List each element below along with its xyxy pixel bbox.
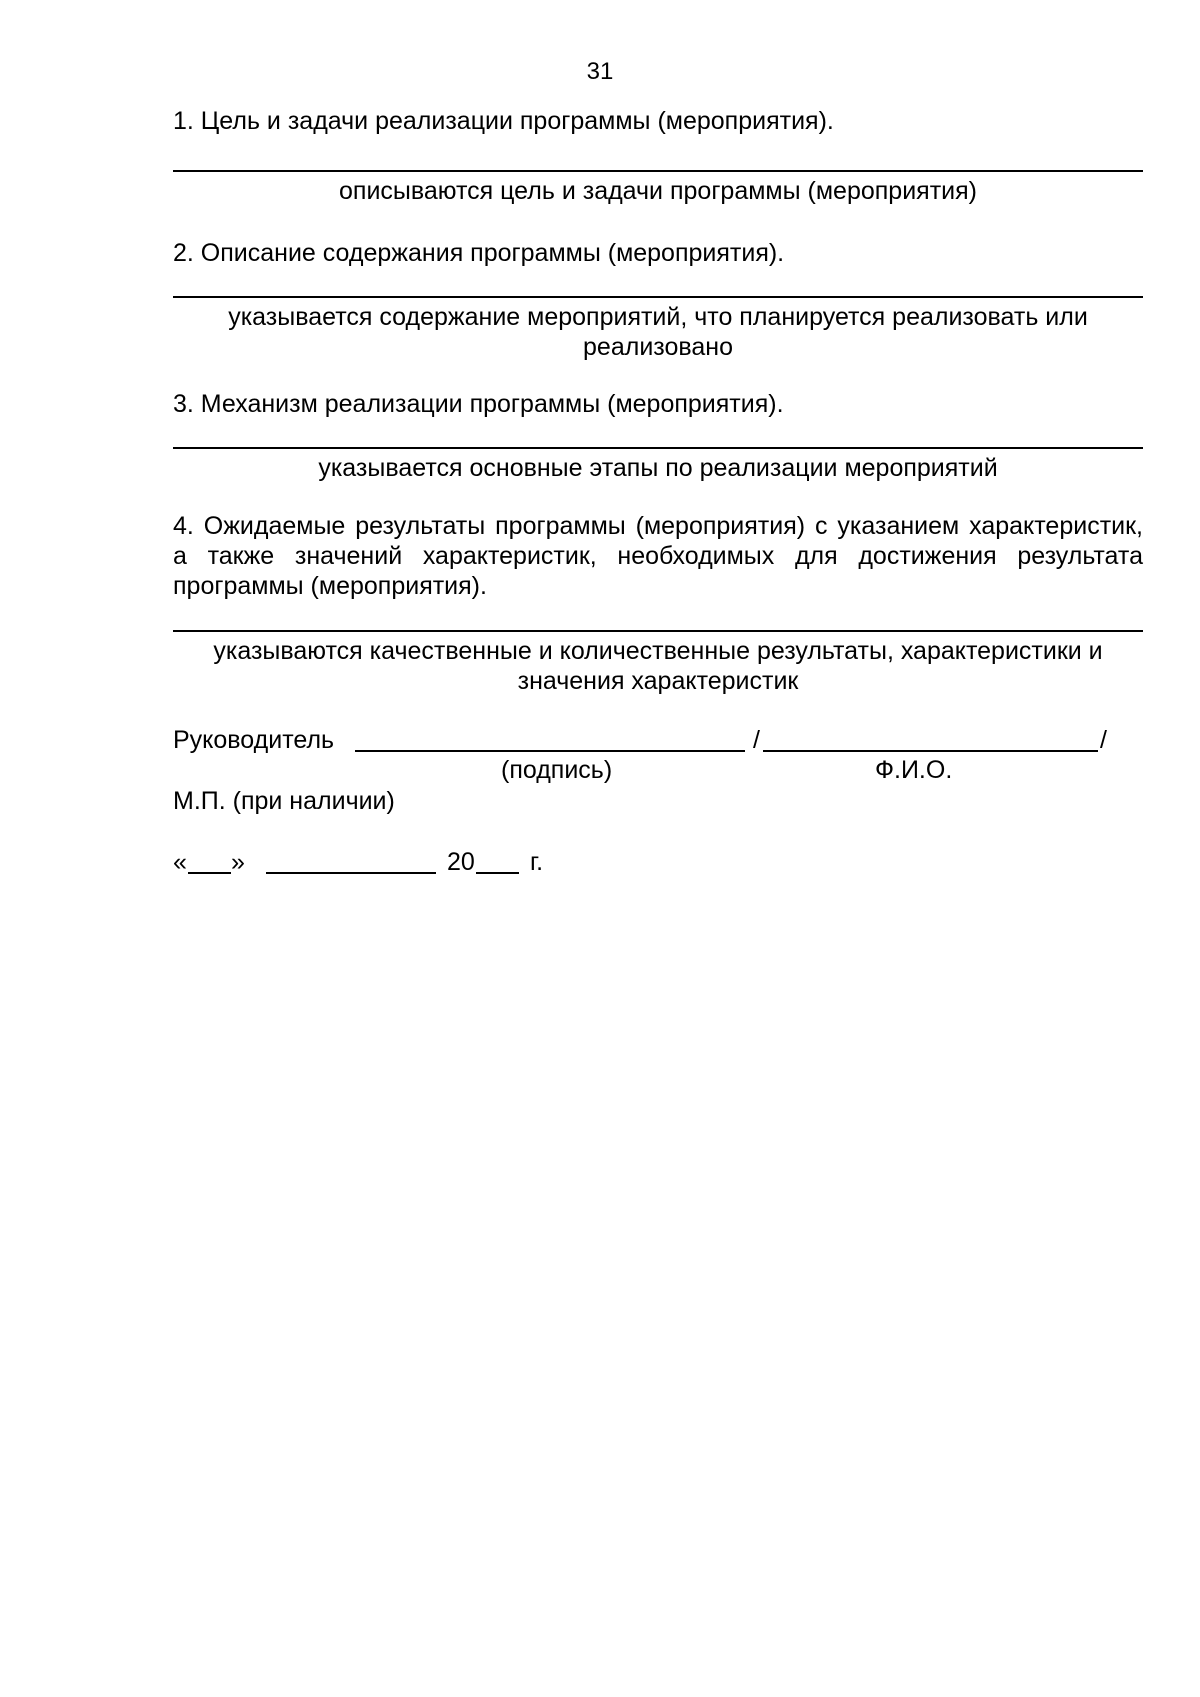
section-3 xyxy=(173,389,1143,419)
slash-left: / xyxy=(753,726,760,754)
section-3-heading: 3. Механизм реализации программы (мероприятия). xyxy=(173,390,784,418)
section-1 xyxy=(173,106,1143,136)
section-2-heading: 2. Описание содержания программы (мероприятия). xyxy=(173,239,785,267)
signature-captions xyxy=(173,755,1143,785)
date-open-quote: « xyxy=(173,848,187,876)
year-suffix: г. xyxy=(530,848,544,876)
date-row xyxy=(173,847,1143,877)
section-1-hint: описываются цель и задачи программы (мероприятия) xyxy=(339,177,977,205)
section-4-hint xyxy=(173,636,1143,696)
slash-right: / xyxy=(1100,726,1107,754)
signature-blank[interactable] xyxy=(355,750,745,752)
section-3-fill-line xyxy=(173,447,1143,449)
name-blank[interactable] xyxy=(763,750,1098,752)
date-close-quote: » xyxy=(231,848,245,876)
section-2 xyxy=(173,238,1143,268)
section-3-hint: указывается основные этапы по реализации мероприятий xyxy=(318,454,998,482)
signature-caption: (подпись) xyxy=(501,756,613,784)
day-blank[interactable] xyxy=(188,872,231,874)
year-prefix: 20 xyxy=(447,848,475,876)
section-2-hint-line-1: указывается содержание мероприятий, что планируется реализовать или xyxy=(228,303,1088,331)
stamp-label: М.П. (при наличии) xyxy=(173,787,395,815)
role-label: Руководитель xyxy=(173,726,335,754)
section-4 xyxy=(173,511,1143,601)
section-2-fill-line xyxy=(173,296,1143,298)
name-caption: Ф.И.О. xyxy=(875,756,953,784)
section-4-fill-line xyxy=(173,630,1143,632)
month-blank[interactable] xyxy=(266,872,436,874)
section-2-hint xyxy=(173,302,1143,362)
section-2-hint-line-2: реализовано xyxy=(583,333,733,361)
year-blank[interactable] xyxy=(476,872,519,874)
section-1-fill-line xyxy=(173,170,1143,172)
section-4-heading: 4. Ожидаемые результаты программы (мероприятия) с указанием характеристик, а также значений характеристик, необходимых для достижения результата программы (мероприятия). xyxy=(173,512,1143,600)
page-number: 31 xyxy=(586,58,614,85)
section-4-hint-line-1: указываются качественные и количественные результаты, характеристики и xyxy=(213,637,1103,665)
signature-row xyxy=(173,725,1143,755)
section-4-hint-line-2: значения характеристик xyxy=(517,667,799,695)
section-1-heading: 1. Цель и задачи реализации программы (мероприятия). xyxy=(173,107,834,135)
